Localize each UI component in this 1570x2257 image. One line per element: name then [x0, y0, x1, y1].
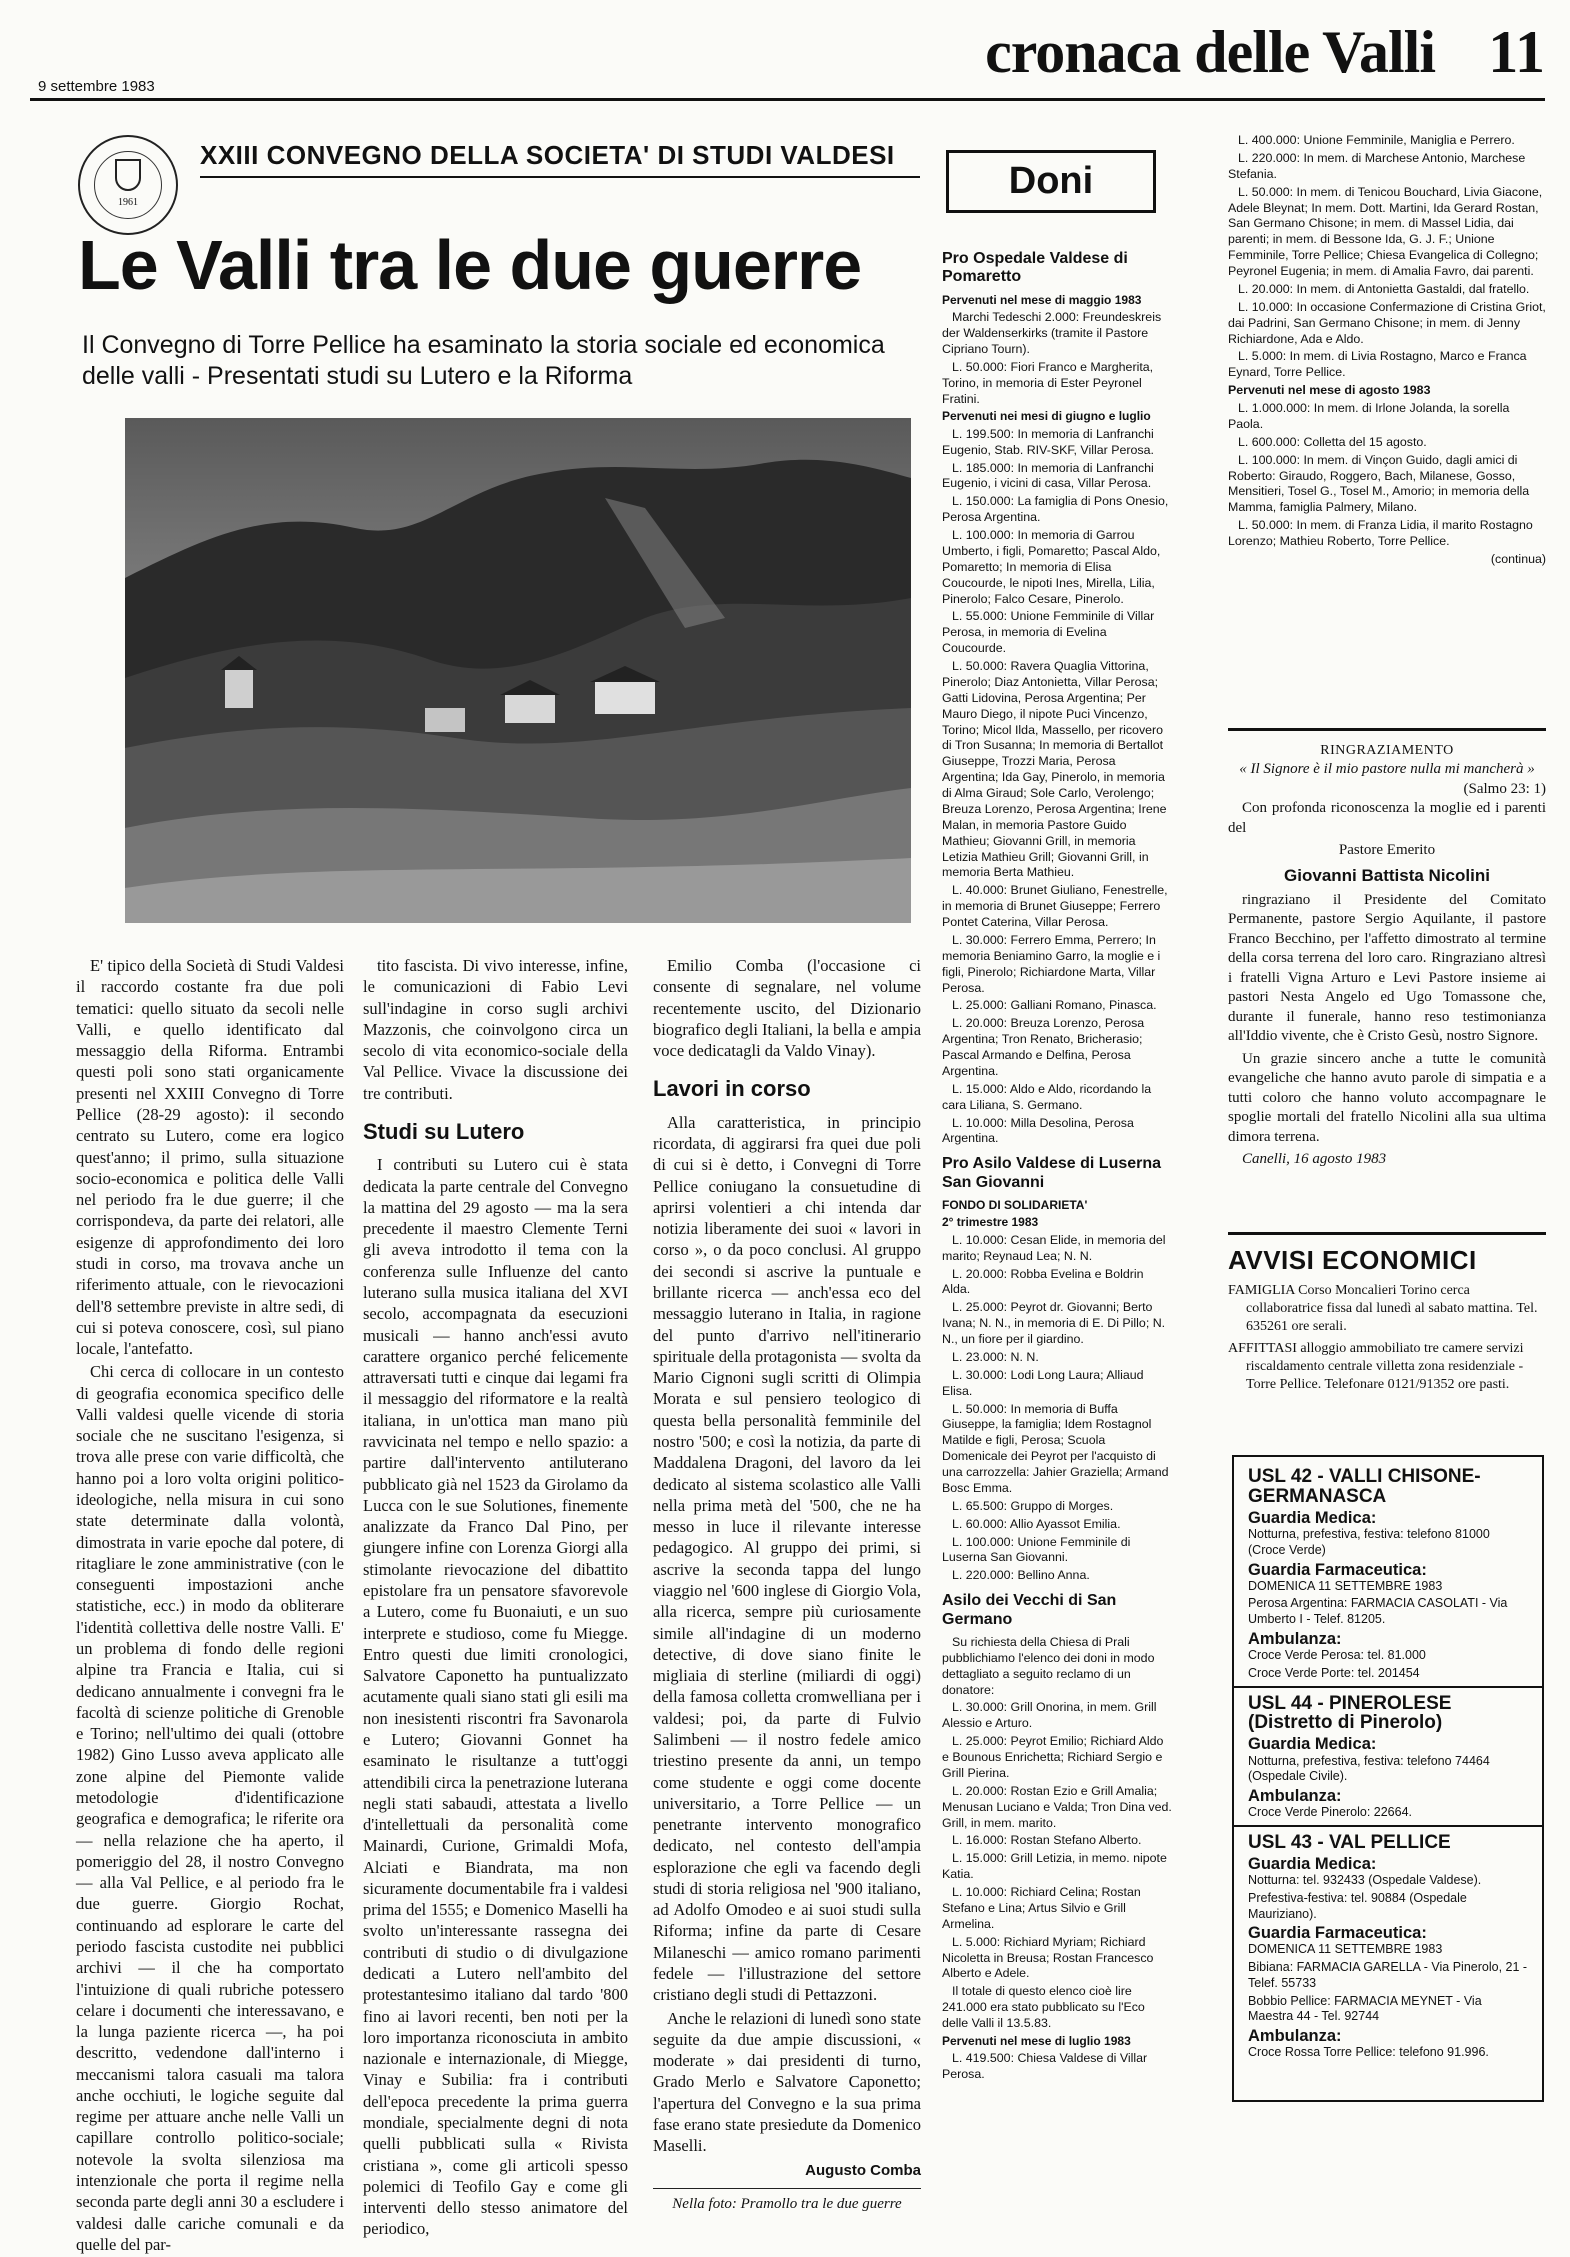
- doni-item: L. 65.500: Gruppo di Morges.: [952, 1498, 1114, 1513]
- thanks-name: Giovanni Battista Nicolini: [1284, 865, 1490, 885]
- usl-subheading: Ambulanza:: [1248, 2027, 1342, 2046]
- article-column-2: [363, 955, 628, 2242]
- thanks-place-date: Canelli, 16 agosto 1983: [1242, 1151, 1387, 1168]
- thanks-paragraph: Un grazie sincero anche a tutte le comunità evangeliche che hanno avuto parole di simpatia e a tutti coloro che hanno voluto accompagnare le spoglie mortali del fratello Nicolini alla sua ultima dimora terrena.: [1228, 1050, 1546, 1145]
- doni-section-heading: Pro Ospedale Valdese di Pomaretto: [942, 250, 1128, 286]
- doni-item: L. 50.000: In mem. di Franza Lidia, il marito Rostagno Lorenzo; Mathieu Roberto, Torre Pellice.: [1228, 518, 1533, 548]
- usl-title: USL 42 - VALLI CHISONE-GERMANASCA: [1248, 1466, 1481, 1507]
- doni-item: L. 55.000: Unione Femminile di Villar Perosa, in memoria di Evelina Coucourde.: [942, 609, 1155, 656]
- doni-item: L. 5.000: Richiard Myriam; Richiard Nicoletta in Breusa; Rostan Francesco Alberto e Adele.: [942, 1934, 1154, 1981]
- thanks-notice: [1228, 742, 1546, 1170]
- health-services-box: [1232, 1455, 1544, 2102]
- doni-item: Marchi Tedeschi 2.000: Freundeskreis der Waldenserkirks (tramite il Pastore Cipriano Tourn).: [942, 310, 1162, 356]
- doni-item: L. 10.000: In occasione Confermazione di Cristina Griot, dai Padrini, San Germano Chisone; in mem. di Jenny Richiardone, Ada e Aldo.: [1228, 299, 1546, 346]
- doni-item: L. 220.000: Bellino Anna.: [952, 1568, 1090, 1583]
- article-paragraph: Chi cerca di collocare in un contesto di geografia economica specifico delle Valli valdesi quelle vicende di storia sociale che ne suscitano l'esigenza, si trova alle prese con varie difficoltà, che hanno poi a loro volta origini politico-ideologiche, nella misura in cui sono state determinate dalla volontà, dimostrata in varie epoche dal potere, di ritagliare le zone amministrative (con le conseguenti impostazioni anche statistiche, ecc.) in modo da obliterare l'identità collettiva delle nostre Valli. E' un problema di fondo delle regioni alpine tra Francia e Italia, cui si dedicano annualmente i convegni fra le facoltà di scienze politiche di Grenoble e Torino; nell'ultimo dei quali (ottobre 1982) Gino Lusso aveva applicato alle zone alpine del Piemonte valide metodologie d'identificazione geografica e demografica; le riferite ora — nella relazione che ha aperto, il pomeriggio del 28, il nostro Convegno — alla Val Pellice, e al periodo fra le due guerre. Giorgio Rochat, continuando ad esplorare le carte del periodo fascista custodite nei pubblici archivi — il che ha comportato l'intuizione di quali rubriche potessero celare i documenti che interessavano, e la lunga paziente ricerca —, ha poi descritto, vedendone dall'interno i meccanismi talora casuali ma talora anche occhiuti, le logiche seguite dal regime per attuare anche nelle Valli un capillare controllo politico-sociale; notevole la svolta silenziosa ma intenzionale che porta il regime nella seconda parte degli anni 30 a escludere i valdesi dalle cariche comunali e da quelle del par-: [76, 1362, 344, 2254]
- usl-info: Bobbio Pellice: FARMACIA MEYNET - Via Maestra 44 - Tel. 92744: [1248, 1993, 1482, 2024]
- doni-item: L. 20.000: Breuza Lorenzo, Perosa Argentina; Tron Renato, Bricherasio; Pascal Armando e Delfina, Perosa Argentina.: [942, 1016, 1145, 1078]
- doni-item: L. 30.000: Lodi Long Laura; Alliaud Elisa.: [942, 1367, 1144, 1398]
- section-rule: [1228, 1232, 1546, 1235]
- section-title: cronaca delle Valli: [985, 19, 1435, 85]
- usl-rule: [1234, 1686, 1542, 1688]
- article-column-3: [653, 955, 921, 2214]
- article-paragraph: Anche le relazioni di lunedì sono state seguite da due ampie discussioni, « moderate » dai presidenti di turno, Grado Merlo e Salvatore Caponetto; l'apertura del Convegno e la sua prima fase erano state presiedute da Domenico Maselli.: [653, 2008, 921, 2156]
- doni-item: L. 10.000: Milla Desolina, Perosa Argentina.: [942, 1115, 1134, 1146]
- doni-section-heading: Asilo dei Vecchi di San Germano: [942, 1592, 1117, 1628]
- usl-info: DOMENICA 11 SETTEMBRE 1983: [1248, 1578, 1443, 1593]
- continued-note: (continua): [1490, 551, 1546, 566]
- usl-info: Croce Rossa Torre Pellice: telefono 91.996.: [1248, 2045, 1489, 2060]
- doni-item: L. 50.000: Ravera Quaglia Vittorina, Pinerolo; Diaz Antonietta, Villar Perosa; Gatti Lidovina, Perosa Argentina; Per Mauro Diego, il nipote Puci Vincenzo, Torino; Micol Ilda, Massello, per ricovero di Tron Susanna; In memoria di Bertallot Giuseppe, Trozzi Maria, Perosa Argentina; Ida Gay, Pinerolo, in memoria di Alma Giraud; Sole Carlo, Verolengo; Breuza Lorenzo, Perosa Argentina; Irene Malan, in memoria Pastore Guido Mathieu; Giovanni Grill, in memoria Letizia Mathieu Grill; Giovanni Grill, in memoria Berta Mathieu.: [942, 659, 1167, 880]
- doni-list: [942, 248, 1172, 2085]
- doni-title-box: [946, 150, 1156, 213]
- usl-info: Croce Verde Perosa: tel. 81.000: [1248, 1648, 1426, 1663]
- doni-item: L. 50.000: In mem. di Tenicou Bouchard, Livia Giacone, Adele Bleynat; In mem. Dott. Martini, Ida Gerard Rostan, San Germano Chisone; in mem. di Massel Lidia, dai parenti; in mem. di Bessone Ida, G. J. F.; Unione Femminile, Torre Pellice; Chiesa Evangelica di Collegno; Peyronel Eugenia; in mem. di Amalia Favro, dai parenti.: [1228, 184, 1543, 278]
- doni-item: 2° trimestre 1983: [942, 1215, 1039, 1230]
- article-deck: Il Convegno di Torre Pellice ha esaminato la storia sociale ed economica delle valli - Presentati studi su Lutero e la Riforma: [82, 331, 885, 391]
- doni-item: L. 50.000: In memoria di Buffa Giuseppe, la famiglia; Idem Rostagnol Matilde e figli, Perosa; Scuola Domenicale dei Peyrot per l'acquisto di una carrozzella: Jahier Graziella; Armand Bosc Emma.: [942, 1401, 1169, 1495]
- seal-year: 1961: [118, 197, 138, 208]
- doni-item: Pervenuti nei mesi di giugno e luglio: [942, 409, 1151, 424]
- doni-item: L. 100.000: In memoria di Garrou Umberto, i figli, Pomaretto; Pascal Aldo, Pomaretto; In memoria di Elisa Coucourde, le nipoti Ines, Mirella, Lilia, Pinerolo; Falco Cesare, Pinerolo.: [942, 528, 1161, 606]
- doni-item: L. 23.000: N. N.: [952, 1349, 1039, 1364]
- doni-item: L. 419.500: Chiesa Valdese di Villar Perosa.: [942, 2051, 1148, 2082]
- doni-item: L. 40.000: Brunet Giuliano, Fenestrelle, in memoria di Brunet Giuseppe; Ferrero Pontet Caterina, Villar Perosa.: [942, 883, 1168, 929]
- usl-info: Notturna, prefestiva, festiva: telefono 81000 (Croce Verde): [1248, 1527, 1490, 1557]
- society-seal-logo: [78, 135, 178, 235]
- usl-info: Croce Verde Pinerolo: 22664.: [1248, 1805, 1412, 1820]
- doni-item: L. 100.000: In mem. di Vinçon Guido, dagli amici di Roberto: Giraudo, Roggero, Bach, Milanese, Gosso, Mensitieri, Tosel G., Tosel M., Amorio; in memoria della Mamma, famiglia Palmery, Milano.: [1228, 452, 1530, 515]
- doni-item: L. 10.000: Cesan Elide, in memoria del marito; Reynaud Lea; N. N.: [942, 1232, 1166, 1263]
- section-rule: [1228, 728, 1546, 731]
- article-paragraph: I contributi su Lutero cui è stata dedicata la parte centrale del Convegno la mattina del 29 agosto — ma la sera precedente il maestro Clemente Terni gli aveva introdotto il tema con la conferenza sulle Influenze del canto luterano sulla musica italiana del XVI secolo, accompagnata da esecuzioni musicali — hanno anch'essi avuto carattere organico perché felicemente attraversati tutti e cinque dai legami fra il messaggio del riformatore e la realtà italiana, in un'ottica man mano più ravvicinata nel tempo e nello spazio: a partire dall'intervento antiluterano pubblicato già nel 1523 da Girolamo da Lucca con le sue Solutiones, finemente analizzate da Franco Dal Pino, per giungere infine con Lorenza Giorgi alla stimolante rievocazione del dibattito epistolare fra un pensatore sfavorevole a Lutero, come fu Buonaiuti, e un suo interprete e studioso, come fu Miegge. Entro questi due limiti cronologici, Salvatore Caponetto ha puntualizzato acutamente quali siano stati gli esili ma non inesistenti riscontri fra Savonarola e Lutero; Giovanni Gonnet ha esaminato le risultanze a tutt'oggi attendibili circa la penetrazione luterana negli stati sabaudi, attestata a livello d'intellettuali da personalità come Mainardi, Curione, Grimaldi Mofa, Alciati e Biandrata, ma non sicuramente documentabile fra i valdesi prima del 1555; e Domenico Maselli ha svolto un'interessante rassegna dei contributi di studio o di divulgazione dedicati a Lutero nell'ambito del protestantesimo italiano dal tardo '800 fino ai lavori recenti, ben noti per la loro importanza riconosciuta in ambito nazionale e internazionale, di Miegge, Vinay e Subilia: fra i contributi dell'epoca precedente la prima guerra mondiale, specialmente degni di nota quelli pubblicati sulla « Rivista cristiana », come gli articoli spesso polemici di Teofilo Gay e come gli interventi dello stesso animatore del periodico,: [363, 1155, 628, 2239]
- doni-title: Doni: [1008, 160, 1094, 202]
- doni-item: L. 50.000: Fiori Franco e Margherita, Torino, in memoria di Ester Peyronel Fratini.: [942, 359, 1154, 406]
- doni-section-heading: Pro Asilo Valdese di Luserna San Giovanni: [942, 1155, 1162, 1191]
- usl-rule: [1234, 1825, 1542, 1827]
- usl-subheading: Ambulanza:: [1248, 1629, 1342, 1648]
- doni-item: FONDO DI SOLIDARIETA': [942, 1198, 1088, 1213]
- usl-info: Croce Verde Porte: tel. 201454: [1248, 1665, 1420, 1680]
- subheading-lavori: Lavori in corso: [653, 1076, 811, 1102]
- author-signature: Augusto Comba: [805, 2161, 921, 2179]
- doni-item: Il totale di questo elenco cioè lire 241.000 era stato pubblicato su l'Eco delle Valli il 13.5.83.: [942, 1984, 1145, 2031]
- article-paragraph: E' tipico della Società di Studi Valdesi il raccordo costante fra due poli tematici: quello situato da secoli nelle Valli, e quello identificato dal messaggio della Riforma. Entrambi questi poli sono stati organicamente presenti nel XXIII Convegno di Torre Pellice (28-29 agosto): il secondo centrato su Lutero, come era logico quest'anno; il primo, sulla situazione socio-economica e politica delle Valli nel periodo fra le due guerre; il che corrispondeva, da parte dei relatori, alle esigenze di approfondimento dei loro studi in corso, ma trovava anche un riferimento attuale, con le rievocazioni dell'8 settembre previste in altre sedi, di cui si poteva conoscere, così, sul piano locale, l'antefatto.: [76, 956, 344, 1359]
- doni-item: L. 15.000: Grill Letizia, in memo. nipote Katia.: [942, 1851, 1167, 1882]
- doni-item: L. 5.000: In mem. di Livia Rostagno, Marco e Franca Eynard, Torre Pellice.: [1228, 349, 1527, 380]
- kicker-rule: [200, 176, 920, 178]
- doni-item: L. 600.000: Colletta del 15 agosto.: [1238, 434, 1427, 449]
- mountain-photo-graphic: [125, 418, 911, 923]
- doni-item: L. 30.000: Ferrero Emma, Perrero; In memoria Beniamino Garro, la moglie e i figli, Pinerolo; Richiardone Marta, Villar Perosa.: [942, 932, 1161, 995]
- doni-item: L. 10.000: Richiard Celina; Rostan Stefano e Lina; Artus Silvio e Grill Armelina.: [942, 1885, 1141, 1931]
- doni-item: L. 25.000: Peyrot dr. Giovanni; Berto Ivana; N. N., in memoria di E. Di Pillo; N. N., un fiore per il giardino.: [942, 1300, 1166, 1346]
- article-paragraph: Alla caratteristica, in principio ricordata, di aggirarsi fra quei due poli di cui si è detto, i Convegni di Torre Pellice coniugano la consuetudine di aprirsi volentieri a chi intenda dar notizia liberamente dei suoi « lavori in corso », o da poco conclusi. Al gruppo dei secondi si ascrive la puntuale e brillante ricerca — anch'essa eco del messaggio luterano in Italia, in ragione del punto d'arrivo nell'itinerario spirituale della protagonista — svolta da Mario Cignoni sugli scritti di Olimpia Morata e sul pensiero teologico di questa bella personalità femminile del nostro '500; e così la notizia, da parte di Maddalena Dragoni, del lavoro da lei dedicato al sistema scolastico alle Valli nella prima metà del '500, che ne ha messo in luce il rilevante interesse pedagogico. Al gruppo dei primi, si ascrive la seconda tappa del lungo viaggio nel '600 inglese di Giorgio Vola, alla ricerca, sempre più curiosamente simile all'indagine di un moderno detective, di dove siano finite le migliaia di sterline (miliardi di oggi) della famosa colletta cromwelliana per i valdesi; poi, da parte di Fulvio Salimbeni — il nostro fedele amico triestino presente da anni, un tempo come studente e oggi come docente universitario, a Torre Pellice — un penetrante intervento monografico dedicato, nel contesto dell'ampia esplorazione che egli va facendo degli studi di storia religiosa nel '900 italiano, ad Adolfo Omodeo e ai suoi studi sulla Riforma; infine da parte di Cesare Milaneschi — amico romano parimenti fedele — l'illustrazione del settore cristiano degli studi di Pettazzoni.: [653, 1112, 921, 2005]
- masthead: [30, 18, 1545, 96]
- doni-item: L. 400.000: Unione Femminile, Maniglia e Perrero.: [1238, 133, 1515, 147]
- classified-ad: AFFITTASI alloggio ammobiliato tre camere servizi riscaldamento centrale villetta zona residenziale - Torre Pellice. Telefonare 0121/91352 ore pasti.: [1228, 1340, 1524, 1392]
- thanks-psalm: (Salmo 23: 1): [1463, 780, 1546, 797]
- doni-item: L. 220.000: In mem. di Marchese Antonio, Marchese Stefania.: [1228, 150, 1526, 181]
- thanks-quote: « Il Signore è il mio pastore nulla mi mancherà »: [1239, 761, 1535, 778]
- usl-subheading: Guardia Farmaceutica:: [1248, 1560, 1427, 1579]
- page-number: 11: [1488, 19, 1545, 85]
- article-kicker: XXIII CONVEGNO DELLA SOCIETA' DI STUDI VALDESI: [200, 140, 895, 170]
- usl-info: Prefestiva-festiva: tel. 90884 (Ospedale Mauriziano).: [1248, 1890, 1467, 1921]
- thanks-paragraph: ringraziano il Presidente del Comitato Permanente, pastore Sergio Aquilante, il pastore Franco Becchino, per l'affetto dimostrato al termine della corsa terrena del loro caro. Ringraziano altresì i fratelli Vigna Arturo e Levi Pastore insieme ai pastori Nesta Angelo ed Ugo Tomassone che, durante il funerale, hanno reso testimonianza all'Iddio vivente, che è Cristo Gesù, nostro Signore.: [1228, 891, 1546, 1045]
- doni-item: L. 16.000: Rostan Stefano Alberto.: [952, 1833, 1142, 1848]
- doni-item: Pervenuti nel mese di luglio 1983: [942, 2033, 1131, 2048]
- doni-item: L. 199.500: In memoria di Lanfranchi Eugenio, Stab. RIV-SKF, Villar Perosa.: [942, 426, 1154, 457]
- doni-item: L. 15.000: Aldo e Aldo, ricordando la cara Liliana, S. Germano.: [942, 1081, 1152, 1112]
- photo-caption: Nella foto: Pramollo tra le due guerre: [672, 2195, 902, 2212]
- doni-item: L. 60.000: Allio Ayassot Emilia.: [952, 1516, 1121, 1531]
- doni-item: L. 1.000.000: In mem. di Irlone Jolanda, la sorella Paola.: [1228, 401, 1510, 431]
- doni-item: Pervenuti nel mese di maggio 1983: [942, 292, 1142, 307]
- doni-item: L. 185.000: In memoria di Lanfranchi Eugenio, i vicini di casa, Villar Perosa.: [942, 460, 1154, 491]
- article-photo: [125, 418, 911, 923]
- usl-subheading: Guardia Medica:: [1248, 1735, 1377, 1754]
- doni-item: L. 150.000: La famiglia di Pons Onesio, Perosa Argentina.: [942, 494, 1169, 525]
- article-paragraph: tito fascista. Di vivo interesse, infine, le comunicazioni di Fabio Levi sull'indagine in corso sugli archivi Mazzonis, che coinvolgono circa un secolo di vita economico-sociale della Val Pellice. Vivace la discussione dei tre contributi.: [363, 956, 628, 1103]
- issue-date: 9 settembre 1983: [38, 78, 155, 95]
- doni-item: Pervenuti nel mese di agosto 1983: [1228, 383, 1431, 398]
- doni-item: L. 25.000: Peyrot Emilio; Richiard Aldo e Bounous Enrichetta; Richiard Sergio e Grill Pierina.: [942, 1734, 1164, 1780]
- usl-title: USL 44 - PINEROLESE (Distretto di Pinerolo): [1248, 1692, 1452, 1734]
- doni-item: Su richiesta della Chiesa di Prali pubblichiamo l'elenco dei doni in modo dettagliato a seguito reclamo di un donatore:: [942, 1634, 1155, 1697]
- doni-continued-list: [1228, 133, 1546, 568]
- doni-item: L. 25.000: Galliani Romano, Pinasca.: [952, 998, 1157, 1013]
- thanks-title: RINGRAZIAMENTO: [1320, 743, 1454, 758]
- masthead-rule: [30, 98, 1545, 101]
- usl-info: Bibiana: FARMACIA GARELLA - Via Pinerolo, 21 - Telef. 55733: [1248, 1960, 1528, 1990]
- doni-item: L. 100.000: Unione Femminile di Luserna San Giovanni.: [942, 1534, 1131, 1565]
- subheading-lutero: Studi su Lutero: [363, 1118, 525, 1144]
- doni-item: L. 20.000: Robba Evelina e Boldrin Alda.: [942, 1266, 1144, 1297]
- doni-item: L. 20.000: In mem. di Antonietta Gastaldi, dal fratello.: [1238, 281, 1530, 296]
- usl-info: Notturna, prefestiva, festiva: telefono 74464 (Ospedale Civile).: [1248, 1753, 1490, 1784]
- classifieds-title: AVVISI ECONOMICI: [1228, 1245, 1477, 1275]
- usl-subheading: Guardia Farmaceutica:: [1248, 1924, 1427, 1943]
- usl-title: USL 43 - VAL PELLICE: [1248, 1831, 1451, 1853]
- article-headline: Le Valli tra le due guerre: [78, 226, 862, 304]
- caption-rule: [653, 2188, 921, 2189]
- doni-item: L. 30.000: Grill Onorina, in mem. Grill Alessio e Arturo.: [942, 1700, 1157, 1731]
- classifieds-list: [1228, 1282, 1546, 1397]
- article-paragraph: Emilio Comba (l'occasione ci consente di segnalare, nel volume recentemente uscito, del Dizionario biografico degli Italiani, la bella e ampia voce dedicatagli da Valdo Vinay).: [653, 956, 922, 1061]
- classified-ad: FAMIGLIA Corso Moncalieri Torino cerca collaboratrice fissa dal lunedì al sabato mattina. Tel. 635261 ore serali.: [1228, 1283, 1538, 1335]
- usl-info: Notturna: tel. 932433 (Ospedale Valdese).: [1248, 1873, 1482, 1888]
- usl-subheading: Ambulanza:: [1248, 1787, 1342, 1806]
- usl-subheading: Guardia Medica:: [1248, 1854, 1377, 1873]
- article-column-1: [76, 955, 344, 2257]
- doni-item: L. 20.000: Rostan Ezio e Grill Amalia; Menusan Luciano e Valda; Tron Dina ved. Grill, in mem. marito.: [942, 1783, 1172, 1830]
- thanks-role: Pastore Emerito: [1338, 842, 1436, 859]
- usl-info: DOMENICA 11 SETTEMBRE 1983: [1248, 1942, 1443, 1957]
- thanks-intro: Con profonda riconoscenza la moglie ed i parenti del: [1228, 800, 1546, 836]
- usl-info: Perosa Argentina: FARMACIA CASOLATI - Via Umberto I - Telef. 81205.: [1248, 1596, 1508, 1627]
- usl-subheading: Guardia Medica:: [1248, 1508, 1377, 1527]
